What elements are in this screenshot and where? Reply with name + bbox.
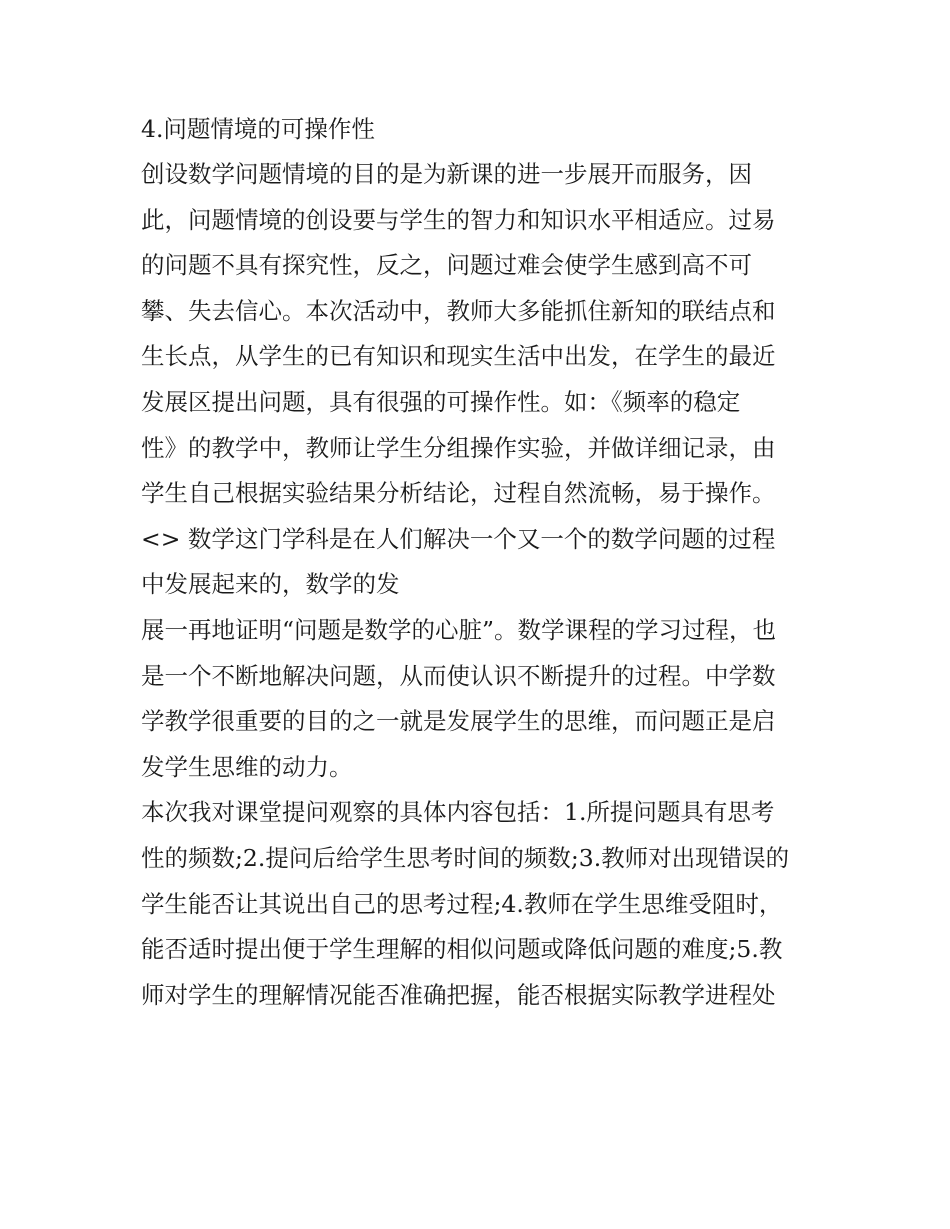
text-line: 的问题不具有探究性，反之，问题过难会使学生感到高不可 [141, 251, 752, 280]
text-line: 发学生思维的动力。 [141, 752, 353, 781]
text-line: 学生自己根据实验结果分析结论，过程自然流畅，易于操作。 [141, 479, 776, 508]
text-line: 学教学很重要的目的之一就是发展学生的思维，而问题正是启 [141, 707, 776, 736]
paragraph-operability [141, 152, 821, 517]
text-line: 师对学生的理解情况能否准确把握，能否根据实际教学进程处 [141, 980, 776, 1009]
text-line: 创设数学问题情境的目的是为新课的进一步展开而服务，因 [141, 160, 752, 188]
paragraph-math-discipline [141, 517, 821, 608]
paragraph-problem-heart [141, 608, 821, 790]
text-line: 发展区提出问题，具有很强的可操作性。如：《频率的稳定 [141, 387, 741, 416]
text-line: 此，问题情境的创设要与学生的智力和知识水平相适应。过易 [141, 205, 776, 234]
text-line: 本次我对课堂提问观察的具体内容包括：1.所提问题具有思考 [141, 798, 775, 827]
text-line: 是一个不断地解决问题，从而使认识不断提升的过程。中学数 [141, 661, 776, 690]
paragraph-observation-content [141, 790, 821, 1018]
text-line: 学生能否让其说出自己的思考过程;4.教师在学生思维受阻时， [141, 889, 783, 918]
text-line: 性的频数;2.提问后给学生思考时间的频数;3.教师对出现错误的 [141, 843, 790, 872]
text-line: 展一再地证明“问题是数学的心脏”。数学课程的学习过程，也 [141, 615, 777, 644]
text-line: <> 数学这门学科是在人们解决一个又一个的数学问题的过程 [141, 524, 776, 553]
text-line: 攀、失去信心。本次活动中，教师大多能抓住新知的联结点和 [141, 296, 776, 325]
text-line: 生长点，从学生的已有知识和现实生活中出发，在学生的最近 [141, 342, 776, 371]
text-line: 中发展起来的，数学的发 [141, 570, 400, 599]
document-body [141, 112, 821, 1018]
text-line: 能否适时提出便于学生理解的相似问题或降低问题的难度;5.教 [141, 935, 783, 964]
section-heading: 4.问题情境的可操作性 [141, 115, 375, 143]
text-line: 性》的教学中，教师让学生分组操作实验，并做详细记录，由 [141, 433, 776, 462]
